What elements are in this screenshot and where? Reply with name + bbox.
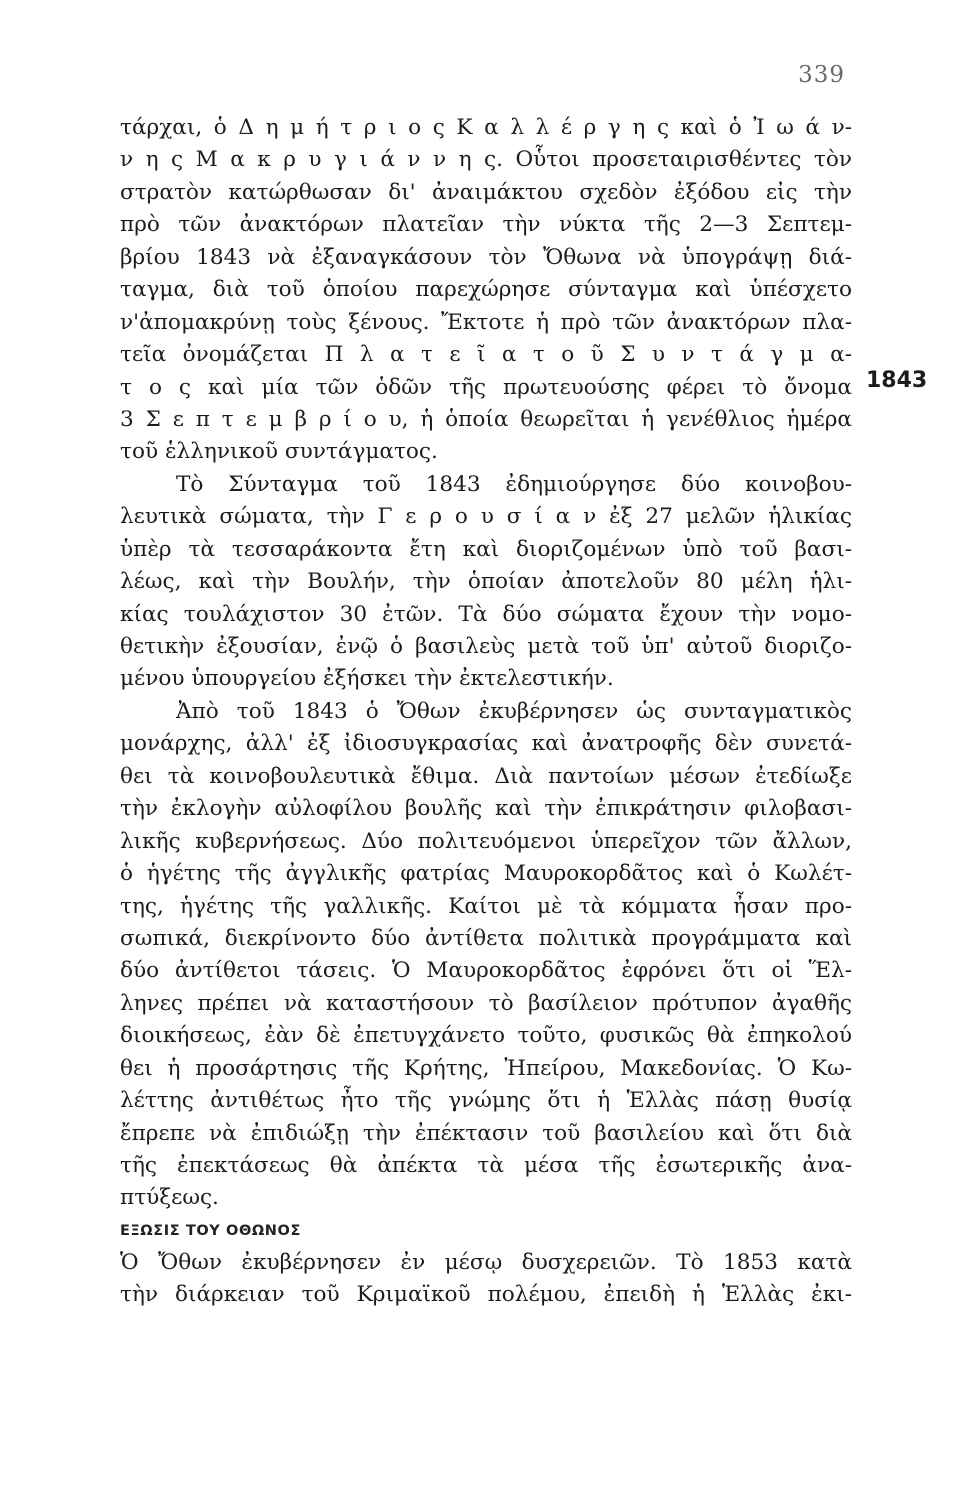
text-line: πρὸ τῶν ἀνακτόρων πλατεῖαν τὴν νύκτα τῆς 2—3 Σεπτεμ- bbox=[120, 212, 852, 238]
text-line: μονάρχης, ἀλλ' ἐξ ἰδιοσυγκρασίας καὶ ἀνατροφῆς δὲν συνετά- bbox=[120, 731, 852, 757]
text-line: βρίου 1843 νὰ ἐξαναγκάσουν τὸν Ὄθωνα νὰ ὑπογράψῃ διά- bbox=[120, 244, 852, 270]
text-line: διοικήσεως, ἐὰν δὲ ἐπετυγχάνετο τοῦτο, φυσικῶς θὰ ἐπηκολού bbox=[120, 1023, 852, 1049]
page-number: 339 bbox=[798, 62, 845, 88]
text-line: στρατὸν κατώρθωσαν δι' ἀναιμάκτου σχεδὸν ἐξόδου εἰς τὴν bbox=[120, 179, 852, 205]
margin-year-note: 1843 bbox=[866, 368, 928, 393]
text-line: σωπικά, διεκρίνοντο δύο ἀντίθετα πολιτικὰ προγράμματα καὶ bbox=[120, 925, 852, 951]
text-line: τὴν ἐκλογὴν αὐλοφίλου βουλῆς καὶ τὴν ἐπικράτησιν φιλοβασι- bbox=[120, 796, 852, 822]
text-line: τάρχαι, ὁ Δ η μ ή τ ρ ι ο ς Κ α λ λ έ ρ γ η ς καὶ ὁ Ἰ ω ά ν- bbox=[120, 115, 852, 140]
text-line: ν η ς Μ α κ ρ υ γ ι ά ν ν η ς. Οὗτοι προσεταιρισθέντες τὸν bbox=[120, 147, 852, 173]
paragraph-2 bbox=[120, 469, 852, 696]
text-line: 3 Σ ε π τ ε μ β ρ ί ο υ, ἡ ὁποία θεωρεῖται ἡ γενέθλιος ἡμέρα bbox=[120, 406, 852, 432]
text-line: θετικὴν ἐξουσίαν, ἐνῷ ὁ βασιλεὺς μετὰ τοῦ ὑπ' αὐτοῦ διοριζο- bbox=[120, 634, 852, 659]
text-line: ἔπρεπε νὰ ἐπιδιώξῃ τὴν ἐπέκτασιν τοῦ βασιλείου καὶ ὅτι διὰ bbox=[120, 1120, 852, 1146]
paragraph-1 bbox=[120, 112, 852, 469]
text-line: τ ο ς καὶ μία τῶν ὁδῶν τῆς πρωτευούσης φέρει τὸ ὄνομα bbox=[120, 374, 852, 400]
text-line: ν'ἀπομακρύνῃ τοὺς ξένους. Ἔκτοτε ἡ πρὸ τῶν ἀνακτόρων πλα- bbox=[120, 309, 852, 335]
text-line: τὴν διάρκειαν τοῦ Κριμαϊκοῦ πολέμου, ἐπειδὴ ἡ Ἑλλὰς ἐκι- bbox=[120, 1282, 852, 1308]
text-line: Ἀπὸ τοῦ 1843 ὁ Ὄθων ἐκυβέρνησεν ὡς συνταγματικὸς bbox=[176, 698, 852, 724]
text-line: λέττης ἀντιθέτως ἦτο τῆς γνώμης ὅτι ἡ Ἑλλὰς πάσῃ θυσίᾳ bbox=[120, 1088, 852, 1114]
text-line: Τὸ Σύνταγμα τοῦ 1843 ἐδημιούργησε δύο κοινοβου- bbox=[176, 471, 852, 497]
text-line: ληνες πρέπει νὰ καταστήσουν τὸ βασίλειον πρότυπον ἀγαθῆς bbox=[120, 990, 852, 1016]
text-line: μένου ὑπουργείου ἐξήσκει τὴν ἐκτελεστικήν. bbox=[120, 666, 614, 692]
text-line: ταγμα, διὰ τοῦ ὁποίου παρεχώρησε σύνταγμα καὶ ὑπέσχετο bbox=[120, 277, 852, 303]
text-line: πτύξεως. bbox=[120, 1185, 219, 1211]
text-line: της, ἡγέτης τῆς γαλλικῆς. Καίτοι μὲ τὰ κόμματα ἦσαν προ- bbox=[120, 893, 852, 919]
text-line: τεῖα ὀνομάζεται Π λ α τ ε ῖ α τ ο ῦ Σ υ ν τ ά γ μ α- bbox=[120, 342, 852, 368]
text-line: κίας τουλάχιστον 30 ἐτῶν. Τὰ δύο σώματα ἔχουν τὴν νομο- bbox=[120, 601, 852, 627]
paragraph-3 bbox=[120, 696, 852, 1215]
section-heading: ΕΞΩΣΙΣ ΤΟΥ ΟΘΩΝΟΣ bbox=[120, 1222, 301, 1239]
text-line: τοῦ ἑλληνικοῦ συντάγματος. bbox=[120, 439, 438, 465]
text-line: λικῆς κυβερνήσεως. Δύο πολιτευόμενοι ὑπερεῖχον τῶν ἄλλων, bbox=[120, 828, 852, 854]
text-line: ὑπὲρ τὰ τεσσαράκοντα ἔτη καὶ διοριζομένων ὑπὸ τοῦ βασι- bbox=[120, 536, 852, 562]
text-line: θει τὰ κοινοβουλευτικὰ ἔθιμα. Διὰ παντοίων μέσων ἐτεδίωξε bbox=[120, 763, 852, 789]
text-line: τῆς ἐπεκτάσεως θὰ ἀπέκτα τὰ μέσα τῆς ἐσωτερικῆς ἀνα- bbox=[120, 1153, 852, 1178]
body-text bbox=[120, 112, 852, 1312]
paragraph-4 bbox=[120, 1247, 852, 1312]
text-line: θει ἡ προσάρτησις τῆς Κρήτης, Ἠπείρου, Μακεδονίας. Ὁ Κω- bbox=[120, 1055, 852, 1081]
text-line: λέως, καὶ τὴν Βουλήν, τὴν ὁποίαν ἀποτελοῦν 80 μέλη ἡλι- bbox=[120, 569, 852, 595]
text-line: δύο ἀντίθετοι τάσεις. Ὁ Μαυροκορδᾶτος ἐφρόνει ὅτι οἱ Ἕλ- bbox=[120, 958, 852, 984]
text-line: λευτικὰ σώματα, τὴν Γ ε ρ ο υ σ ί α ν ἐξ 27 μελῶν ἡλικίας bbox=[120, 504, 852, 530]
text-line: Ὁ Ὄθων ἐκυβέρνησεν ἐν μέσῳ δυσχερειῶν. Τὸ 1853 κατὰ bbox=[120, 1249, 852, 1275]
text-line: ὁ ἡγέτης τῆς ἀγγλικῆς φατρίας Μαυροκορδᾶτος καὶ ὁ Κωλέτ- bbox=[120, 861, 852, 887]
